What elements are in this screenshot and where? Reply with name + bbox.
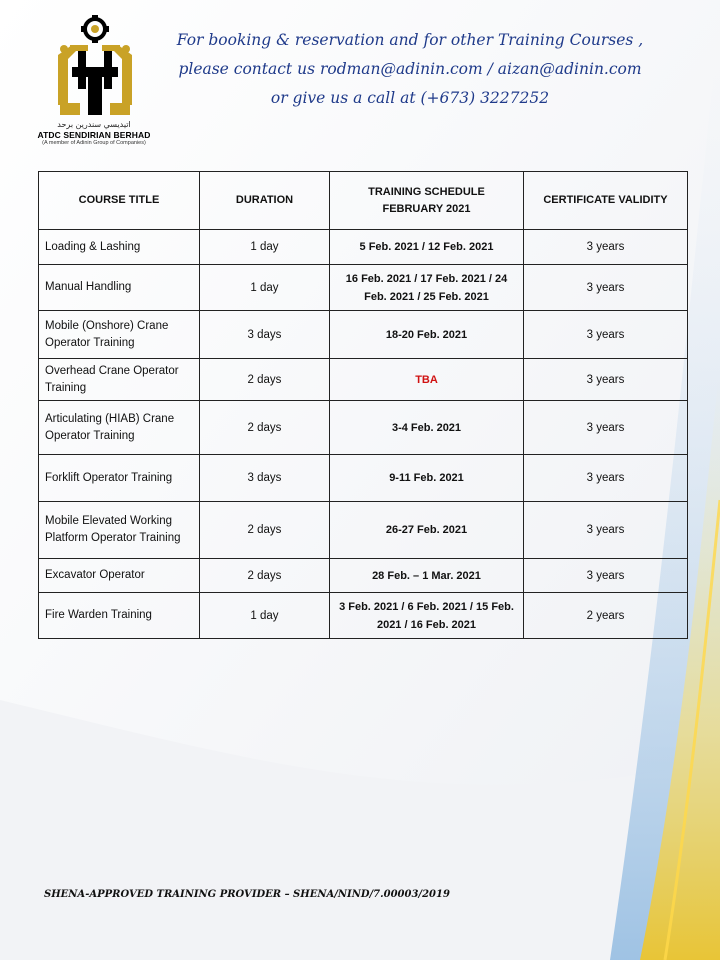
contact-line-2: please contact us rodman@adinin.com / aizan@adinin.com (178, 60, 642, 78)
logo-emblem-icon (50, 15, 140, 120)
course-title-cell: Mobile (Onshore) Crane Operator Training (39, 311, 200, 359)
header-certificate-validity: CERTIFICATE VALIDITY (524, 172, 688, 230)
course-title-cell: Overhead Crane Operator Training (39, 359, 200, 401)
schedule-cell: 3 Feb. 2021 / 6 Feb. 2021 / 15 Feb. 2021 / 16 Feb. 2021 (330, 593, 524, 639)
table-row (39, 593, 688, 639)
schedule-cell: 9-11 Feb. 2021 (330, 455, 524, 502)
table-row (39, 455, 688, 502)
course-title-cell: Fire Warden Training (39, 593, 200, 639)
validity-cell: 3 years (524, 401, 688, 455)
schedule-cell: 28 Feb. – 1 Mar. 2021 (330, 559, 524, 593)
duration-cell: 2 days (200, 559, 330, 593)
course-title-cell: Loading & Lashing (39, 230, 200, 265)
table-row (39, 311, 688, 359)
header-training-schedule: TRAINING SCHEDULE FEBRUARY 2021 (330, 172, 524, 230)
course-title-cell: Excavator Operator (39, 559, 200, 593)
header-duration: DURATION (200, 172, 330, 230)
table-header-row (39, 172, 688, 230)
duration-cell: 1 day (200, 593, 330, 639)
course-title-cell: Mobile Elevated Working Platform Operator Training (39, 502, 200, 559)
header-course-title: COURSE TITLE (39, 172, 200, 230)
validity-cell: 3 years (524, 265, 688, 311)
duration-cell: 3 days (200, 311, 330, 359)
training-schedule-table (38, 171, 688, 639)
schedule-cell: 18-20 Feb. 2021 (330, 311, 524, 359)
schedule-cell: 26-27 Feb. 2021 (330, 502, 524, 559)
schedule-cell-tba: TBA (330, 359, 524, 401)
contact-line-1: For booking & reservation and for other Training Courses , (176, 31, 644, 49)
duration-cell: 1 day (200, 265, 330, 311)
course-title-cell: Manual Handling (39, 265, 200, 311)
company-arabic-name: اتيديسي سندرين برحد (57, 120, 131, 129)
validity-cell: 3 years (524, 502, 688, 559)
table-row (39, 230, 688, 265)
validity-cell: 3 years (524, 559, 688, 593)
table-row (39, 559, 688, 593)
validity-cell: 3 years (524, 311, 688, 359)
approval-footer: SHENA-APPROVED TRAINING PROVIDER – SHENA/NIND/7.00003/2019 (44, 889, 450, 900)
validity-cell: 2 years (524, 593, 688, 639)
table-row (39, 502, 688, 559)
company-name: ATDC SENDIRIAN BERHAD (37, 130, 151, 140)
validity-cell: 3 years (524, 230, 688, 265)
contact-info (170, 26, 650, 113)
schedule-cell: 5 Feb. 2021 / 12 Feb. 2021 (330, 230, 524, 265)
duration-cell: 3 days (200, 455, 330, 502)
validity-cell: 3 years (524, 455, 688, 502)
table-row (39, 359, 688, 401)
schedule-cell: 16 Feb. 2021 / 17 Feb. 2021 / 24 Feb. 2021 / 25 Feb. 2021 (330, 265, 524, 311)
validity-cell: 3 years (524, 359, 688, 401)
schedule-cell: 3-4 Feb. 2021 (330, 401, 524, 455)
duration-cell: 2 days (200, 401, 330, 455)
contact-line-3: or give us a call at (+673) 3227252 (270, 89, 550, 107)
course-title-cell: Articulating (HIAB) Crane Operator Training (39, 401, 200, 455)
duration-cell: 1 day (200, 230, 330, 265)
company-logo (32, 15, 156, 146)
table-row (39, 265, 688, 311)
duration-cell: 2 days (200, 502, 330, 559)
company-subtitle: (A member of Adinin Group of Companies) (42, 140, 146, 146)
course-title-cell: Forklift Operator Training (39, 455, 200, 502)
table-row (39, 401, 688, 455)
duration-cell: 2 days (200, 359, 330, 401)
